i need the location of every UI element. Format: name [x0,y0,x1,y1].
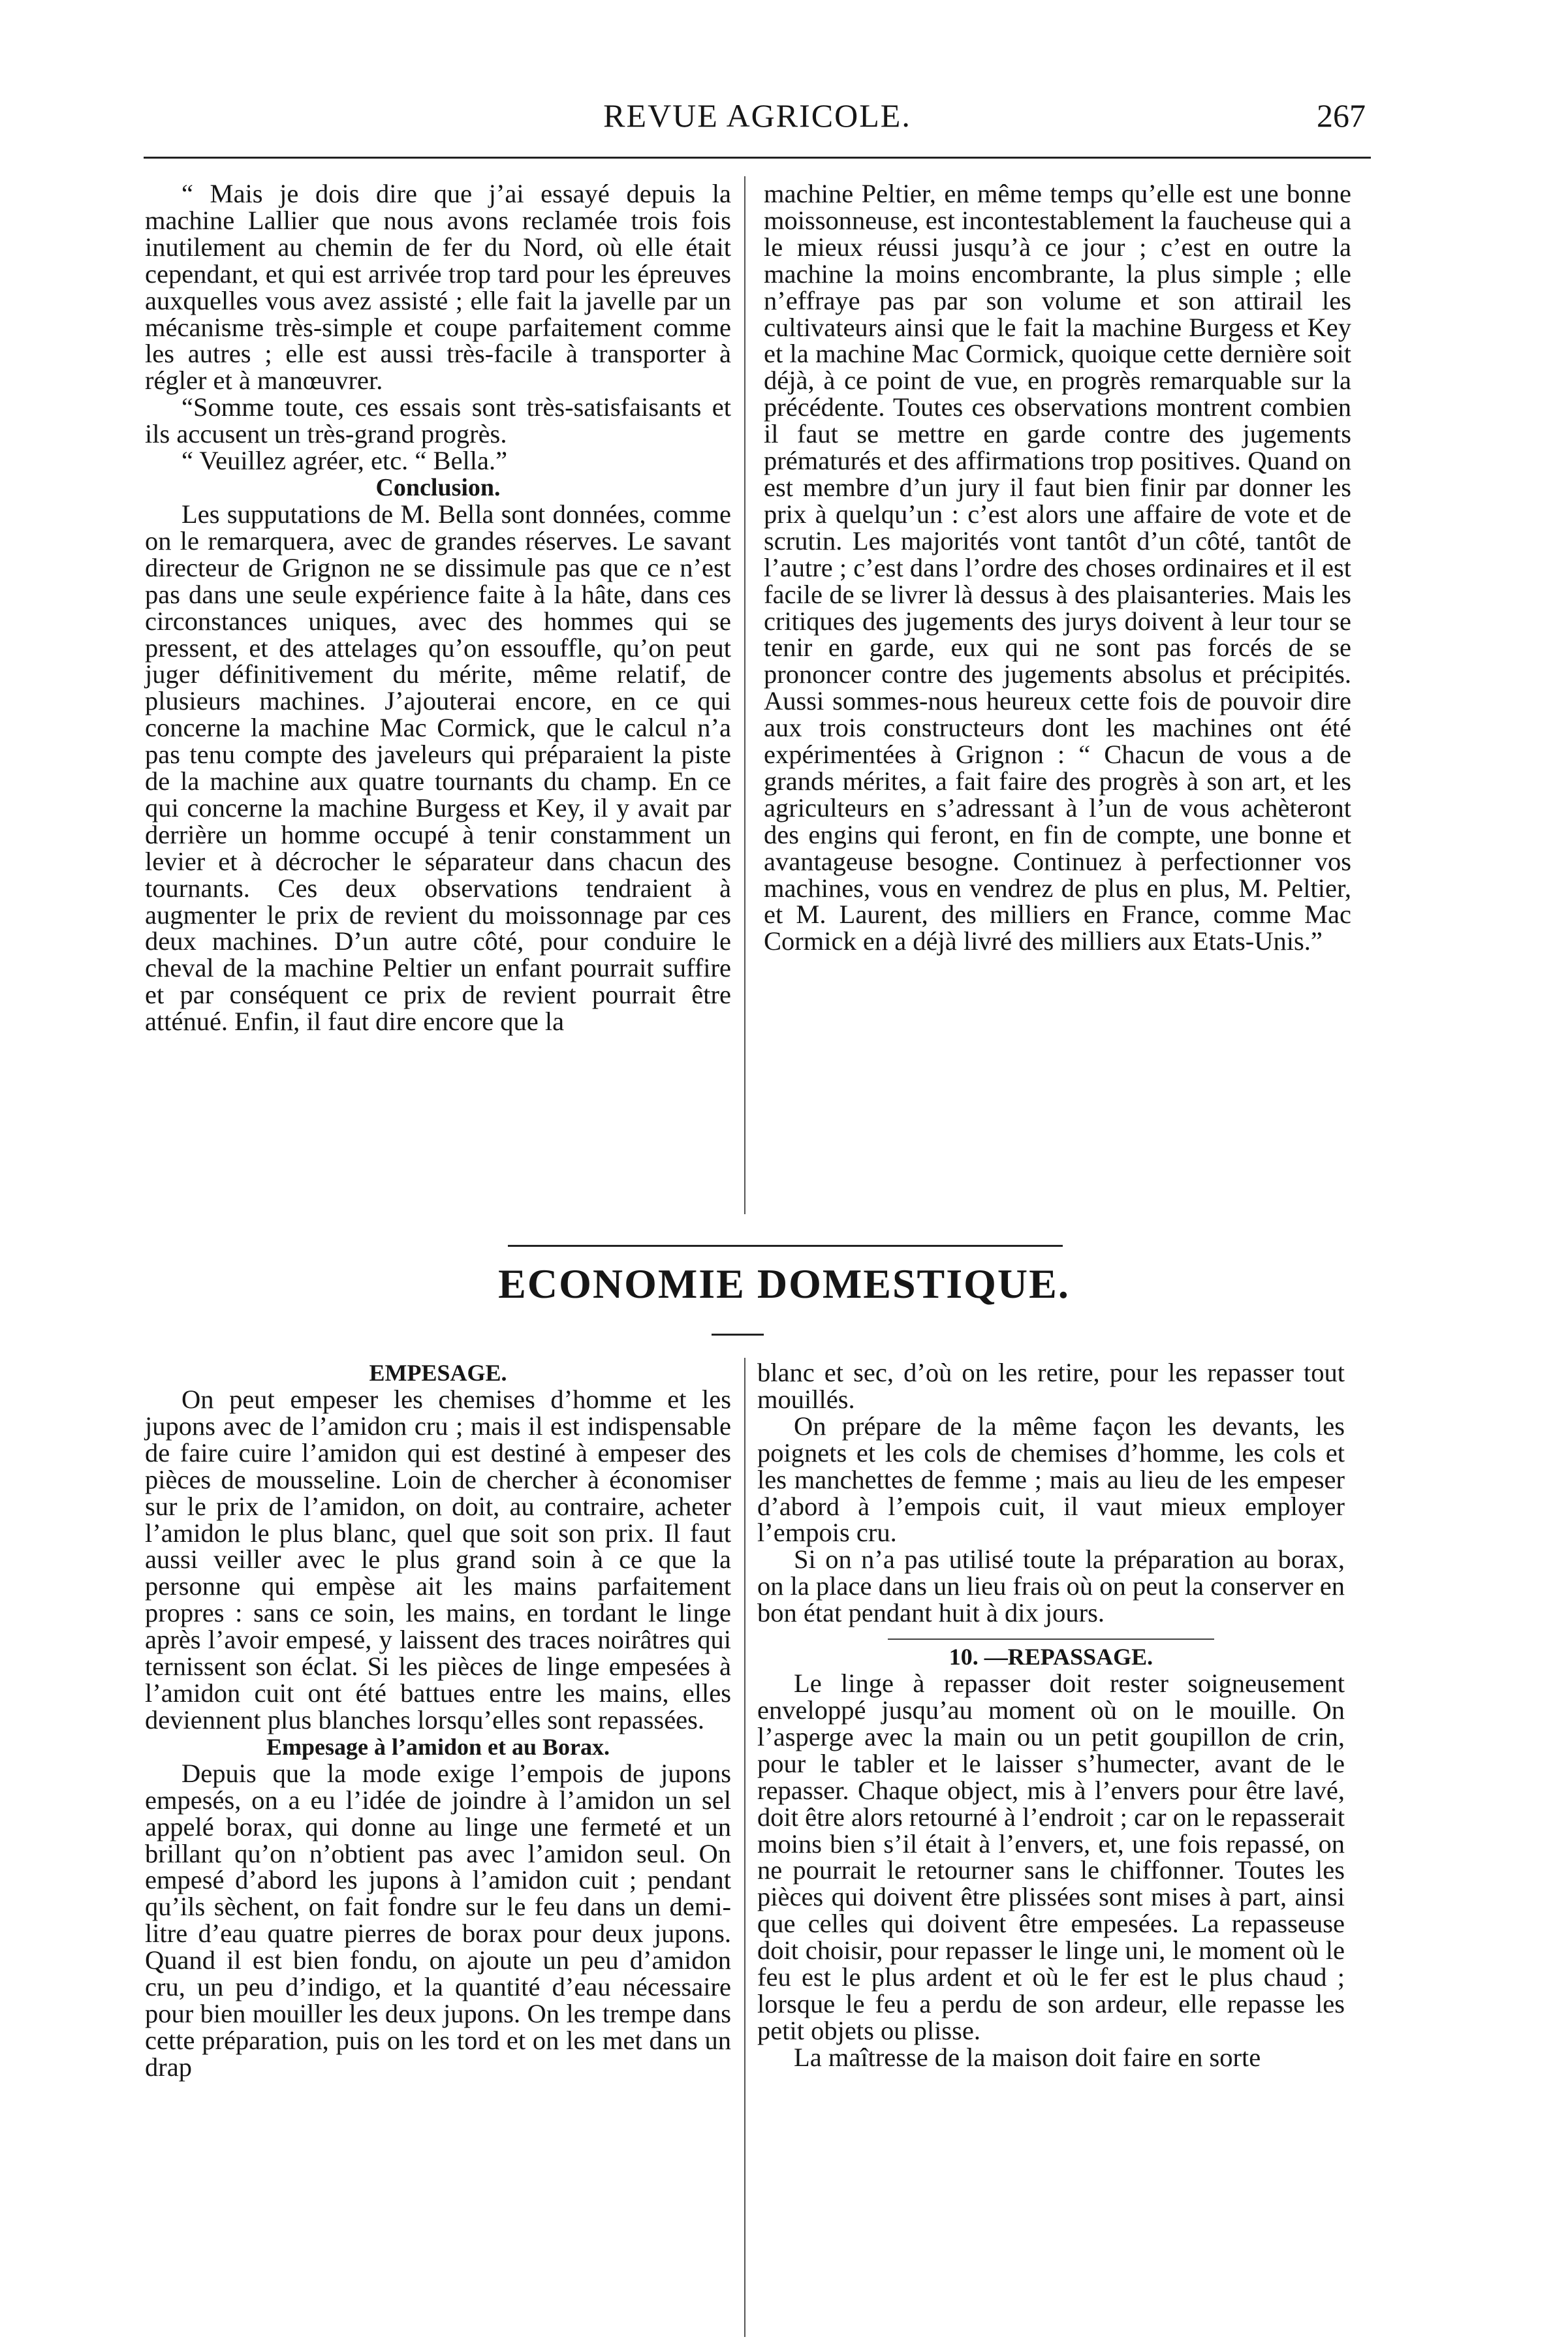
body-paragraph: Les supputations de M. Bella sont données, comme on le remarquera, avec de grandes réserves. Le savant directeur de Grignon ne se dissimule pas que ce n’est pas dans une seule expérience faite à la hâte, dans ces circonstances uniques, avec des hommes qui se pressent, et des attelages qu’on essouffle, qu’on peut juger définitivement du mérite, même relatif, de plusieurs machines. J’ajouterai encore, en ce qui concerne la machine Mac Cormick, que le calcul n’a pas tenu compte des javeleurs qui préparaient la piste de la machine aux quatre tournants du champ. En ce qui concerne la machine Burgess et Key, il y avait par derrière un homme occupé à tenir constamment un levier et à décrocher le séparateur dans chacun des tournants. Ces deux observations tendraient à augmenter le prix de revient du moissonnage par ces deux machines. D’un autre côté, pour conduire le cheval de la machine Peltier un enfant pourrait suffire et par conséquent ce prix de revient pourrait être atténué. Enfin, il faut dire encore que la [145,499,731,1037]
body-paragraph: La maîtresse de la maison doit faire en sorte [794,2042,1261,2072]
subsection-heading: Empesage à l’amidon et au Borax. [266,1733,610,1760]
page-number: 267 [1317,97,1366,134]
right-column-bottom [757,1360,1345,2071]
column-divider-top [744,176,745,1214]
letter-paragraph: “ Mais je dois dire que j’ai essayé depuis la machine Lallier que nous avons reclamée trois fois inutilement au chemin de fer du Nord, où elle était cependant, et qui est arrivée trop tard pour les épreuves auxquelles vous avez assisté ; elle fait la javelle par un mécanisme très-simple et coupe parfaitement comme les autres ; elle est aussi très-facile à transporter à régler et à manœuvrer. [145,179,731,396]
body-paragraph: Depuis que la mode exige l’empois de jupons empesés, on a eu l’idée de joindre à l’amidon un sel appelé borax, qui donne au linge une fermeté et un brillant qu’on n’obtient pas avec l’amidon seul. On empesé d’abord les jupons à l’amidon cuit ; pendant qu’ils sèchent, on fait fondre sur le feu dans un demi-litre d’eau quatre pierres de borax pour deux jupons. Quand il est bien fondu, on ajoute un peu d’amidon cru, un peu d’indigo, et la quantité d’eau nécessaire pour bien mouiller les deux jupons. On les trempe dans cette préparation, puis on les tord et on les met dans un drap [145,1758,731,2082]
subsection-rule [888,1639,1214,1640]
body-paragraph: machine Peltier, en même temps qu’elle est une bonne moissonneuse, est incontestablement la faucheuse qui a le mieux réussi jusqu’à ce jour ; c’est en outre la machine la moins encombrante, la plus simple ; elle n’effraye pas par son volume et son attirail les cultivateurs ainsi que le fait la machine Burgess et Key et la machine Mac Cormick, quoique cette dernière soit déjà, à ce point de vue, en progrès remarquable sur la précédente. Toutes ces observations montrent combien il faut se mettre en garde contre des jugements prématurés et des affirmations trop positives. Quand on est membre d’un jury il faut bien finir par donner les prix à quelqu’un : c’est alors une affaire de vote et de scrutin. Les majorités vont tantôt d’un côté, tantôt de l’autre ; c’est dans l’ordre des choses ordinaires et il est facile de se livrer là dessus à des plaisanteries. Mais les critiques des jugements des jurys doivent à leur tour se tenir en garde, eux qui ne sont pas forcés de se prononcer contre des jugements absolus et précipités. Aussi sommes-nous heureux cette fois de pouvoir dire aux trois constructeurs dont les machines ont été expérimentées à Grignon : “ Chacun de vous a de grands mérites, a fait faire des progrès à son art, et les agriculteurs en s’adressant à l’un de vous achèteront des engins qui feront, en fin de compte, une bonne et avantageuse besogne. Continuez à perfectionner vos machines, vous en vendrez de plus en plus, M. Peltier, et M. Laurent, des milliers en France, comme Mac Cormick en a déjà livré des milliers aux Etats-Unis.” [764,179,1351,956]
section-title-dash [712,1334,764,1336]
body-paragraph: On prépare de la même façon les devants, les poignets et les cols de chemises d’homme, les cols et les manchettes de femme ; mais au lieu de les empeser d’abord à l’empois cuit, il vaut mieux employer l’empois cru. [757,1411,1345,1548]
header-rule [144,157,1371,159]
body-paragraph: On peut empeser les chemises d’homme et les jupons avec de l’amidon cru ; mais il est indispensable de faire cuire l’amidon qui est destiné à empeser des pièces de mousseline. Loin de chercher à économiser sur le prix de l’amidon, on doit, au contraire, acheter l’amidon le plus blanc, quel que soit son prix. Il faut aussi veiller avec le plus grand soin à ce que la personne qui empèse ait les mains parfaitement propres : sans ce soin, les mains, en tordant le linge après l’avoir empesé, y laissent des traces noirâtres qui ternissent son éclat. Si les pièces de linge empesées à l’amidon cuit ont été battues entre les mains, elles deviennent plus blanches lorsqu’elles sont repassées. [145,1385,731,1734]
body-paragraph: Si on n’a pas utilisé toute la préparation au borax, on la place dans un lieu frais où on peut la conserver en bon état pendant huit à dix jours. [757,1544,1345,1628]
letter-signoff: “ Veuillez agréer, etc. “ Bella.” [181,446,508,476]
right-column-top [764,181,1351,955]
column-divider-bottom [744,1358,745,2337]
subsection-heading: 10. —REPASSAGE. [949,1644,1153,1670]
body-paragraph: blanc et sec, d’où on les retire, pour les repasser tout mouillés. [757,1358,1345,1414]
article-heading: EMPESAGE. [369,1360,507,1386]
letter-paragraph: “Somme toute, ces essais sont très-satisfaisants et ils accusent un très-grand progrès. [145,392,731,449]
journal-title: REVUE AGRICOLE. [603,97,911,134]
running-header [144,90,1371,142]
section-title: ECONOMIE DOMESTIQUE. [498,1261,1070,1307]
section-heading: Conclusion. [375,473,501,501]
left-column-bottom [145,1360,731,2081]
section-rule [508,1245,1063,1247]
body-paragraph: Le linge à repasser doit rester soigneusement enveloppé jusqu’au moment où on le mouille. On l’asperge avec la main ou un petit goupillon de crin, pour le tabler et le laisser s’humecter, avant de le repasser. Chaque object, mis à l’envers pour être lavé, doit être alors retourné à l’endroit ; car on le repasserait moins bien s’il était à l’envers, et, une fois repassé, on ne pourrait le retourner sans le chiffonner. Toutes les pièces qui doivent être plissées sont mises à part, ainsi que celles qui doivent être empesées. La repasseuse doit choisir, pour repasser le linge uni, le moment où le feu est le plus ardent et où le fer est le plus chaud ; lorsque le feu a perdu de son ardeur, elle repasse les petit objets ou plisse. [757,1669,1345,2045]
left-column-top [145,181,731,1035]
